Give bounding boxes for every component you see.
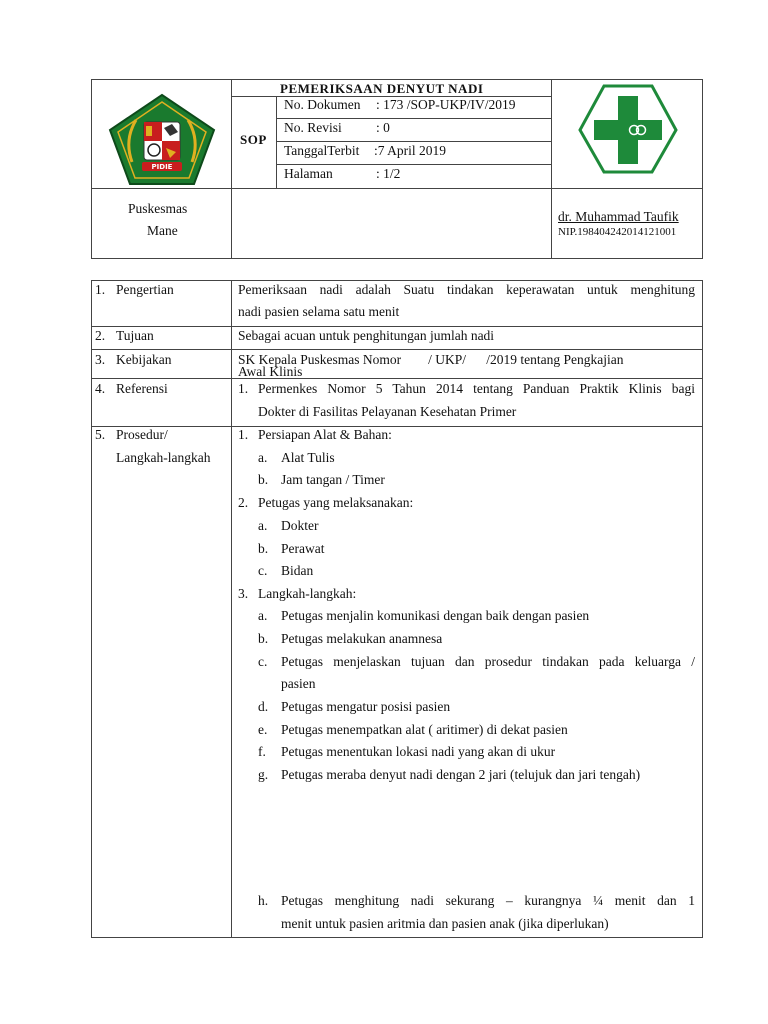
list-marker: a. [258, 518, 268, 533]
list-marker: a. [258, 608, 268, 623]
list-marker: b. [258, 541, 269, 556]
list-marker: b. [258, 631, 269, 646]
page-value: : 1/2 [376, 166, 401, 181]
list-item: Alat Tulis [281, 450, 335, 465]
divider [276, 96, 277, 188]
doc-number-label: No. Dokumen [284, 97, 361, 112]
definition-text-line2: nadi pasien selama satu menit [238, 304, 400, 319]
policy-text-line2: Awal Klinis [238, 364, 303, 379]
section-label-referensi: Referensi [116, 381, 168, 396]
org-name-line1: Puskesmas [128, 201, 188, 216]
list-item: Petugas menempatkan alat ( aritimer) di dekat pasien [281, 722, 568, 737]
list-heading: Persiapan Alat & Bahan: [258, 427, 392, 442]
section-number: 5. [95, 427, 106, 442]
list-item: Jam tangan / Timer [281, 472, 385, 487]
list-item: Petugas meraba denyut nadi dengan 2 jari (telujuk dan jari tengah) [281, 767, 641, 782]
divider [276, 118, 551, 119]
pidie-logo-text: PIDIE [151, 163, 173, 171]
list-item: Petugas menjelaskan tujuan dan prosedur tindakan pada keluarga / [281, 654, 695, 669]
section-label-kebijakan: Kebijakan [116, 352, 172, 367]
divider [231, 281, 232, 937]
divider [92, 326, 702, 327]
list-marker: a. [258, 450, 268, 465]
list-number: 1. [238, 427, 249, 442]
divider [276, 141, 551, 142]
list-item: Petugas mengatur posisi pasien [281, 699, 451, 714]
section-number: 4. [95, 381, 106, 396]
revision-label: No. Revisi [284, 120, 342, 135]
divider [551, 80, 552, 258]
list-item: Petugas menentukan lokasi nadi yang akan di ukur [281, 744, 556, 759]
list-heading: Langkah-langkah: [258, 586, 357, 601]
section-label-pengertian: Pengertian [116, 282, 174, 297]
section-label-prosedur: Prosedur/ [116, 427, 168, 442]
list-marker: c. [258, 654, 268, 669]
list-marker: c. [258, 563, 268, 578]
page-label: Halaman [284, 166, 333, 181]
section-label-tujuan: Tujuan [116, 328, 154, 343]
reference-text-line2: Dokter di Fasilitas Pelayanan Kesehatan Primer [258, 404, 517, 419]
list-item: Petugas menjalin komunikasi dengan baik dengan pasien [281, 608, 590, 623]
divider [92, 349, 702, 350]
divider [92, 378, 702, 379]
signer-name: dr. Muhammad Taufik [558, 209, 679, 224]
list-item: Perawat [281, 541, 325, 556]
puskesmas-logo [576, 84, 680, 176]
section-label-langkah: Langkah-langkah [116, 450, 211, 465]
reference-text-line1: Permenkes Nomor 5 Tahun 2014 tentang Panduan Praktik Klinis bagi [258, 381, 695, 396]
list-marker: h. [258, 893, 269, 908]
purpose-text: Sebagai acuan untuk penghitungan jumlah nadi [238, 328, 495, 343]
list-marker: b. [258, 472, 269, 487]
reference-number: 1. [238, 381, 249, 396]
list-marker: f. [258, 744, 266, 759]
divider [276, 164, 551, 165]
policy-text-line1: SK Kepala Puskesmas Nomor / UKP/ /2019 tentang Pengkajian [238, 352, 624, 367]
header-table [91, 79, 703, 259]
section-number: 3. [95, 352, 106, 367]
divider [92, 188, 702, 189]
list-marker: g. [258, 767, 269, 782]
procedure-table [91, 280, 703, 938]
pidie-regency-logo [106, 92, 218, 187]
definition-text-line1: Pemeriksaan nadi adalah Suatu tindakan keperawatan untuk menghitung [238, 282, 695, 297]
sop-label: SOP [240, 132, 267, 147]
list-item: Petugas menghitung nadi sekurang – kurangnya ¼ menit dan 1 [281, 893, 695, 908]
issue-date-value: :7 April 2019 [374, 143, 447, 158]
document-title: PEMERIKSAAN DENYUT NADI [280, 81, 484, 96]
list-item: Petugas melakukan anamnesa [281, 631, 443, 646]
list-item: Bidan [281, 563, 314, 578]
section-number: 2. [95, 328, 106, 343]
list-item: Dokter [281, 518, 319, 533]
doc-number-value: : 173 /SOP-UKP/IV/2019 [376, 97, 516, 112]
list-marker: d. [258, 699, 269, 714]
org-name-line2: Mane [147, 223, 178, 238]
list-number: 3. [238, 586, 249, 601]
divider [231, 80, 232, 258]
list-heading: Petugas yang melaksanakan: [258, 495, 414, 510]
list-item-continued: pasien [281, 676, 316, 691]
signer-nip: NIP.198404242014121001 [558, 226, 677, 238]
section-number: 1. [95, 282, 106, 297]
list-marker: e. [258, 722, 268, 737]
divider [92, 426, 702, 427]
revision-value: : 0 [376, 120, 390, 135]
list-item-continued: menit untuk pasien aritmia dan pasien anak (jika diperlukan) [281, 916, 609, 931]
list-number: 2. [238, 495, 249, 510]
issue-date-label: TanggalTerbit [284, 143, 360, 158]
